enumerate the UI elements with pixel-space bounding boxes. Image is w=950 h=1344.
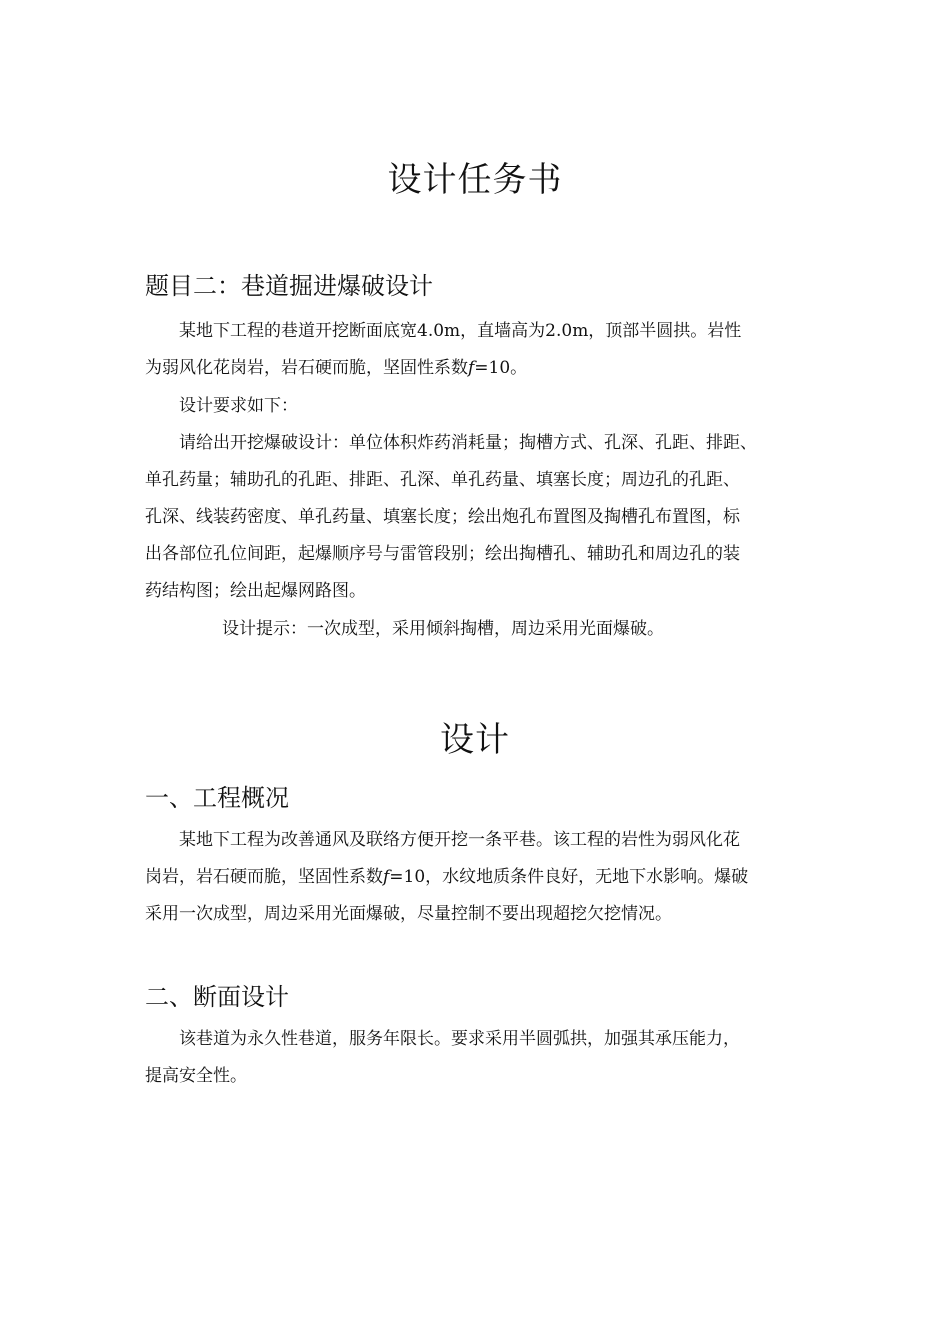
- coefficient-symbol: f: [383, 867, 390, 887]
- section-2-paragraph: [145, 1021, 809, 1095]
- section-1-line-2-text: 岗岩，岩石硬而脆，坚固性系数: [145, 867, 383, 887]
- section-1-line-1: 某地下工程为改善通风及联络方便开挖一条平巷。该工程的岩性为弱风化花: [179, 830, 740, 850]
- section-2-line-1: 该巷道为永久性巷道，服务年限长。要求采用半圆弧拱，加强其承压能力，: [179, 1029, 740, 1049]
- section-1-line-3: 采用一次成型，周边采用光面爆破，尽量控制不要出现超挖欠挖情况。: [145, 904, 672, 924]
- section-2-line-2: 提高安全性。: [145, 1066, 247, 1086]
- task-book-title: 设计任务书: [387, 160, 563, 200]
- section-1-heading: 一、工程概况: [145, 784, 289, 812]
- topic-heading: 题目二：巷道掘进爆破设计: [145, 272, 433, 300]
- requirements-line-4: 出各部位孔位间距，起爆顺序号与雷管段别；绘出掏槽孔、辅助孔和周边孔的装: [145, 544, 740, 564]
- design-hint: 设计提示：一次成型，采用倾斜掏槽，周边采用光面爆破。: [222, 619, 664, 639]
- requirements-line-2: 单孔药量；辅助孔的孔距、排距、孔深、单孔药量、填塞长度；周边孔的孔距、: [145, 470, 740, 490]
- intro-line-2-value: =10。: [474, 358, 528, 378]
- coefficient-symbol: f: [468, 358, 475, 378]
- intro-line-1: 某地下工程的巷道开挖断面底宽4.0m，直墙高为2.0m，顶部半圆拱。岩性: [179, 321, 742, 341]
- design-title: 设计: [440, 720, 510, 760]
- requirements-line-5: 药结构图；绘出起爆网路图。: [145, 581, 366, 601]
- requirements-line-3: 孔深、线装药密度、单孔药量、填塞长度；绘出炮孔布置图及掏槽孔布置图，标: [145, 507, 740, 527]
- requirements-paragraph: [145, 425, 809, 610]
- section-1-line-2: [111, 859, 809, 896]
- section-2-heading: 二、断面设计: [145, 983, 289, 1011]
- section-1-paragraph: [145, 822, 809, 933]
- section-1-line-2-rest: =10，水纹地质条件良好，无地下水影响。爆破: [389, 867, 749, 887]
- intro-line-2: [111, 350, 809, 387]
- intro-line-2-text: 为弱风化花岗岩，岩石硬而脆，坚固性系数: [145, 358, 468, 378]
- requirements-line-1: 请给出开挖爆破设计：单位体积炸药消耗量；掏槽方式、孔深、孔距、排距、: [179, 433, 757, 453]
- requirements-label: 设计要求如下：: [179, 396, 298, 416]
- topic-intro-paragraph: [145, 313, 809, 387]
